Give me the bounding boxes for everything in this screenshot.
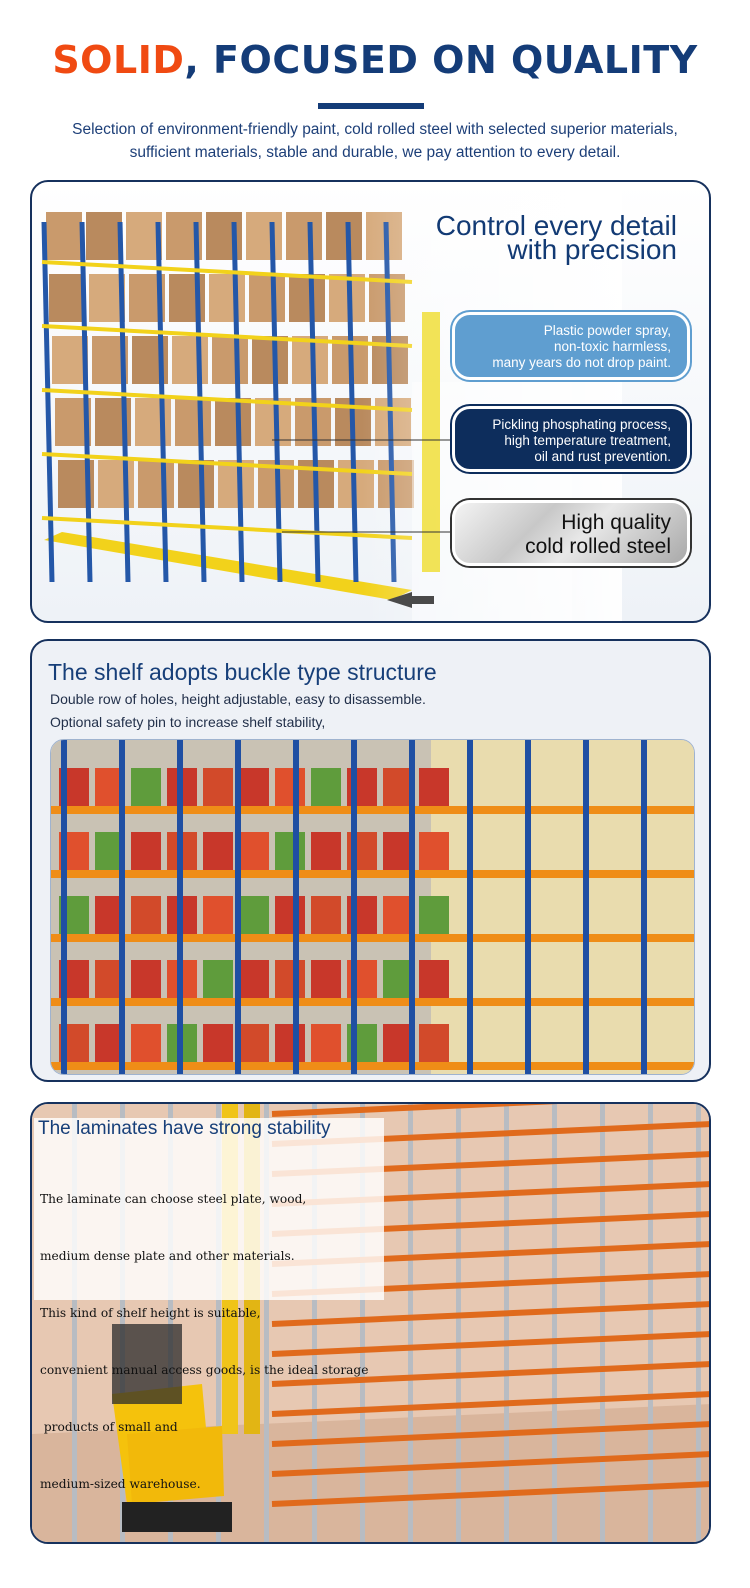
orange-beam — [51, 870, 695, 878]
title-rest: , FOCUSED ON QUALITY — [184, 38, 698, 82]
blue-upright — [641, 740, 647, 1075]
blue-upright — [583, 740, 589, 1075]
orange-beam — [51, 998, 695, 1006]
blue-upright — [409, 740, 415, 1075]
storage-bin — [131, 960, 161, 998]
storage-bin — [383, 896, 413, 934]
subtitle-line-2: sufficient materials, stable and durable, we pay attention to every detail. — [129, 144, 621, 161]
carton-box — [135, 398, 171, 446]
feature-phosphating — [452, 406, 690, 472]
carton-box — [138, 460, 174, 508]
storage-bin — [203, 832, 233, 870]
page-subtitle — [20, 118, 730, 164]
storage-bin — [383, 960, 413, 998]
buckle-panel — [30, 639, 711, 1082]
storage-bin — [419, 768, 449, 806]
steel-upright — [600, 1104, 605, 1544]
subtitle-line-1: Selection of environment-friendly paint, cold rolled steel with selected superior materials, — [72, 121, 678, 138]
buckle-title: The shelf adopts buckle type structure — [48, 659, 437, 685]
page-title — [0, 38, 750, 82]
storage-bin — [419, 832, 449, 870]
storage-bin — [239, 768, 269, 806]
feature-line: Plastic powder spray, — [543, 323, 671, 338]
blue-upright — [293, 740, 299, 1075]
blue-upright — [235, 740, 241, 1075]
storage-bin — [419, 960, 449, 998]
blue-upright — [351, 740, 357, 1075]
storage-bin — [239, 1024, 269, 1062]
storage-bin — [203, 768, 233, 806]
storage-bin — [311, 960, 341, 998]
feature-line: oil and rust prevention. — [534, 449, 671, 464]
storage-bin — [203, 960, 233, 998]
carton-box — [49, 274, 85, 322]
carton-box — [289, 274, 325, 322]
storage-bin — [131, 1024, 161, 1062]
warehouse-racking-image — [51, 740, 695, 1075]
carton-box — [286, 212, 322, 260]
storage-bin — [383, 1024, 413, 1062]
carton-box — [175, 398, 211, 446]
storage-bin — [311, 896, 341, 934]
storage-bin — [131, 768, 161, 806]
carton-box — [252, 336, 288, 384]
feature-line: High quality — [561, 511, 671, 534]
storage-bin — [239, 896, 269, 934]
laminate-panel — [30, 1102, 711, 1544]
storage-bin — [419, 896, 449, 934]
storage-bin — [239, 832, 269, 870]
carton-box — [249, 274, 285, 322]
storage-bin — [383, 832, 413, 870]
detail-title — [435, 210, 677, 265]
carton-box — [215, 398, 251, 446]
laminate-title: The laminates have strong stability — [38, 1118, 331, 1139]
feature-line: high temperature treatment, — [504, 433, 671, 448]
blue-upright — [525, 740, 531, 1075]
orange-beam — [51, 1062, 695, 1070]
blue-upright — [467, 740, 473, 1075]
feature-line: Pickling phosphating process, — [492, 417, 671, 432]
steel-upright — [552, 1104, 557, 1544]
storage-bin — [131, 896, 161, 934]
laminate-line: medium dense plate and other materials. — [40, 1249, 295, 1263]
carton-box — [255, 398, 291, 446]
detail-title-line-2: with precision — [507, 234, 677, 265]
laminate-description — [40, 1152, 368, 1532]
orange-beam — [51, 934, 695, 942]
storage-bin — [275, 960, 305, 998]
buckle-line-2: Optional safety pin to increase shelf stability, — [50, 714, 326, 730]
steel-upright — [456, 1104, 461, 1544]
storage-bin — [275, 832, 305, 870]
storage-bin — [383, 768, 413, 806]
title-underline — [318, 103, 424, 109]
carton-box — [218, 460, 254, 508]
title-accent: SOLID — [52, 38, 185, 82]
storage-bin — [203, 1024, 233, 1062]
steel-upright — [648, 1104, 653, 1544]
storage-bin — [275, 1024, 305, 1062]
detail-title-line-1: Control every detail — [435, 210, 677, 241]
steel-upright — [696, 1104, 701, 1544]
orange-beam — [51, 806, 695, 814]
laminate-line: convenient manual access goods, is the ideal storage — [40, 1363, 369, 1377]
blue-upright — [61, 740, 67, 1075]
steel-upright — [504, 1104, 509, 1544]
feature-powder-spray — [452, 312, 690, 380]
feature-cold-rolled-steel — [452, 500, 690, 566]
storage-bin — [203, 896, 233, 934]
storage-bin — [275, 768, 305, 806]
carton-box — [326, 212, 362, 260]
blue-upright — [119, 740, 125, 1075]
feature-line: cold rolled steel — [525, 535, 671, 558]
carton-box — [178, 460, 214, 508]
storage-bin — [131, 832, 161, 870]
buckle-line-1: Double row of holes, height adjustable, easy to disassemble. — [50, 691, 426, 707]
feature-line: non-toxic harmless, — [553, 339, 671, 354]
warehouse-photo — [50, 739, 695, 1075]
storage-bin — [275, 896, 305, 934]
storage-bin — [311, 832, 341, 870]
carton-box — [172, 336, 208, 384]
carton-box — [46, 212, 82, 260]
feature-line: many years do not drop paint. — [492, 355, 671, 370]
blue-upright — [177, 740, 183, 1075]
carton-box — [246, 212, 282, 260]
carton-box — [292, 336, 328, 384]
carton-box — [86, 212, 122, 260]
carton-box — [212, 336, 248, 384]
laminate-line: The laminate can choose steel plate, wood, — [40, 1192, 307, 1206]
laminate-line: products of small and — [40, 1420, 178, 1434]
storage-bin — [419, 1024, 449, 1062]
laminate-line: This kind of shelf height is suitable, — [40, 1306, 261, 1320]
storage-bin — [311, 768, 341, 806]
detail-panel — [30, 180, 711, 623]
storage-bin — [239, 960, 269, 998]
laminate-line: medium-sized warehouse. — [40, 1477, 201, 1491]
storage-bin — [311, 1024, 341, 1062]
carton-box — [209, 274, 245, 322]
